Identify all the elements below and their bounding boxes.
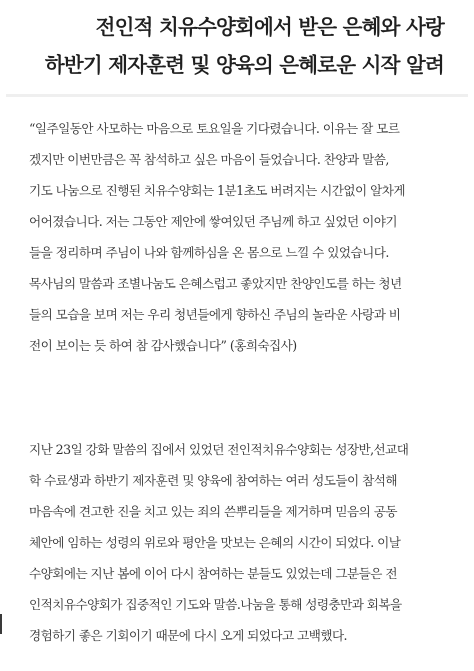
testimony-quote-paragraph <box>29 113 449 361</box>
quote-line: 전이 보이는 듯 하여 참 감사했습니다” (홍희숙집사) <box>29 338 297 353</box>
quote-line: 목사님의 말씀과 조별나눔도 은혜스럽고 좋았지만 찬양인도를 하는 청년 <box>29 276 402 291</box>
article-headline <box>10 8 444 84</box>
body-line: 인적치유수양회가 집중적인 기도와 말씀.나눔을 통해 성령충만과 회복을 <box>29 597 402 612</box>
margin-mark <box>0 614 2 634</box>
body-line: 학 수료생과 하반기 제자훈련 및 양육에 참여하는 여러 성도들이 참석해 <box>29 473 397 488</box>
body-line: 체안에 임하는 성령의 위로와 평안을 맛보는 은혜의 시간이 되었다. 이날 <box>29 535 401 550</box>
headline-divider <box>6 94 468 97</box>
quote-line: 들을 정리하며 주님이 나와 함께하심을 온 몸으로 느낄 수 있었습니다. <box>29 245 389 260</box>
headline-line-2: 하반기 제자훈련 및 양육의 은혜로운 시작 알려 <box>44 53 444 77</box>
quote-line: 겠지만 이번만큼은 꼭 참석하고 싶은 마음이 들었습니다. 찬양과 말씀, <box>29 152 389 167</box>
headline-line-1: 전인적 치유수양회에서 받은 은혜와 사랑 <box>95 15 444 39</box>
quote-line: “일주일동안 사모하는 마음으로 토요일을 기다렸습니다. 이유는 잘 모르 <box>29 121 400 136</box>
body-line: 지난 23일 강화 말씀의 집에서 있었던 전인적치유수양회는 성장반,선교대 <box>29 442 409 457</box>
quote-line: 어어졌습니다. 저는 그동안 제안에 쌓여있던 주님께 하고 싶었던 이야기 <box>29 214 397 229</box>
body-line: 경험하기 좋은 기회이기 때문에 다시 오게 되었다고 고백했다. <box>29 628 348 643</box>
quote-line: 기도 나눔으로 진행된 치유수양회는 1분1초도 버려지는 시간없이 알차게 <box>29 183 405 198</box>
article-body-paragraph <box>29 434 449 651</box>
body-line: 마음속에 견고한 진을 치고 있는 죄의 쓴뿌리들을 제거하며 믿음의 공동 <box>29 504 397 519</box>
body-line: 수양회에는 지난 봄에 이어 다시 참여하는 분들도 있었는데 그분들은 전 <box>29 566 397 581</box>
quote-line: 들의 모습을 보며 저는 우리 청년들에게 향하신 주님의 놀라운 사랑과 비 <box>29 307 401 322</box>
